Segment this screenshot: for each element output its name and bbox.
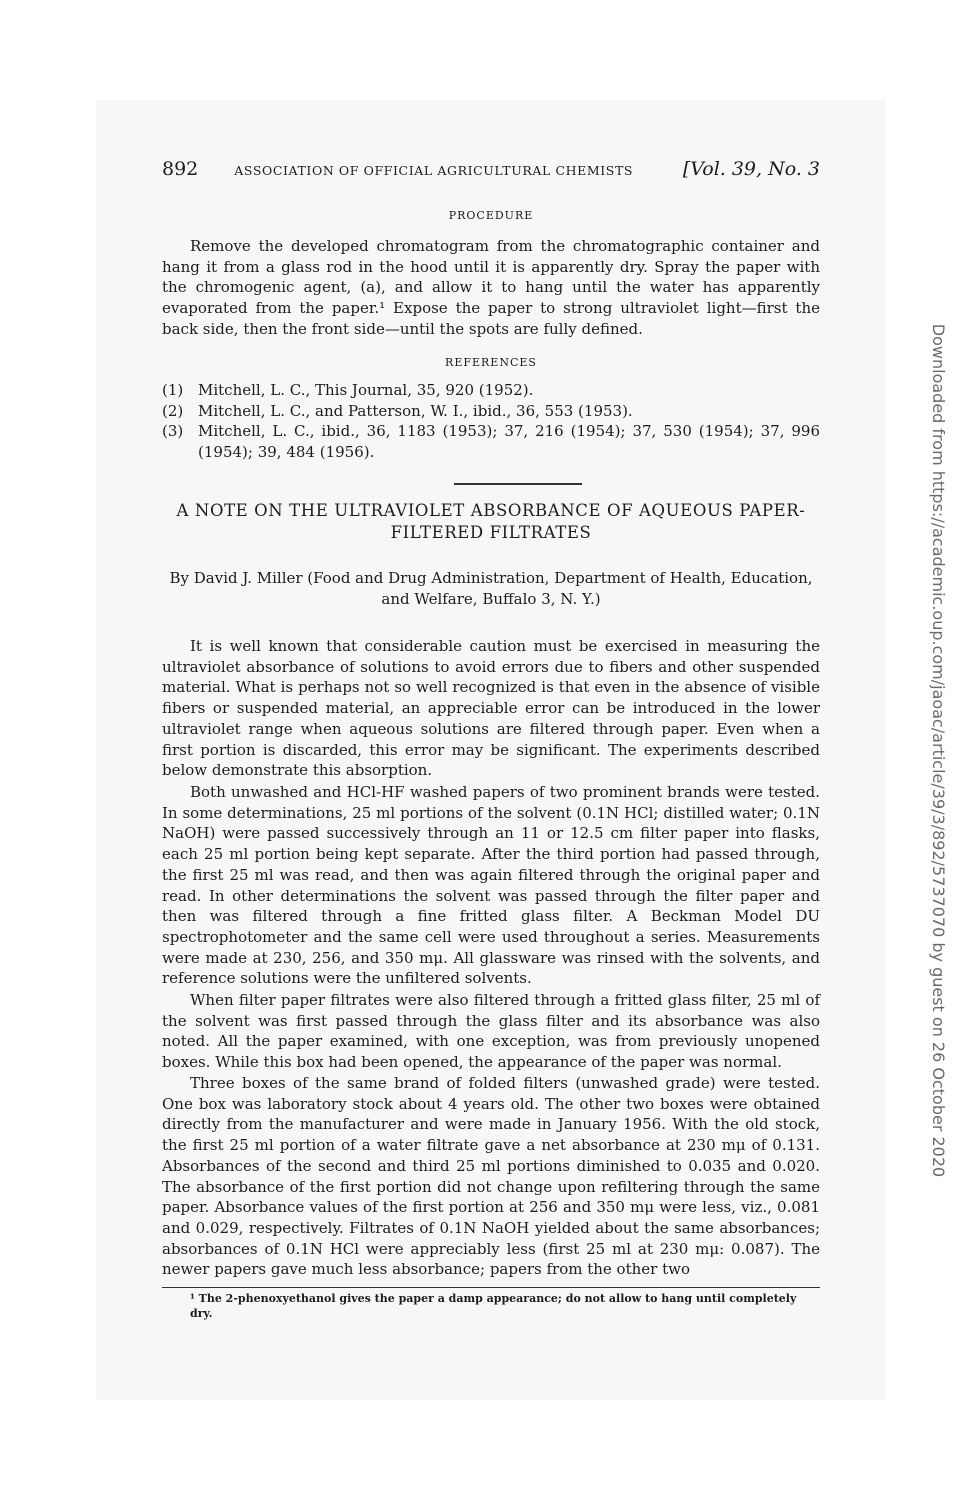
article-byline: By David J. Miller (Food and Drug Administration, Department of Health, Education, and Welfare, Buffalo 3, N. Y.) (169, 569, 813, 608)
reference-text: Mitchell, L. C., ibid., 36, 1183 (1953); 37, 216 (1954); 37, 530 (1954); 37, 996 (1954); 39, 484 (1956). (198, 422, 820, 462)
footnote-rule (162, 1287, 820, 1288)
reference-number: (3) (162, 422, 184, 441)
download-watermark (926, 323, 952, 1177)
page-number: 892 (162, 158, 199, 180)
body-paragraph-1: It is well known that considerable caution must be exercised in measuring the ultraviolet absorbance of solutions to avoid errors due to fibers and other suspended material. What is perhaps not so well recognized is that even in the absence of visible fibers or suspended material, an appreciable error can be introduced in the lower ultraviolet range when aqueous solutions are filtered through paper. Even when a first portion is discarded, this error may be significant. The experiments described below demonstrate this absorption. (162, 637, 820, 780)
body-paragraph-4: Three boxes of the same brand of folded filters (unwashed grade) were tested. One box was laboratory stock about 4 years old. The other two boxes were obtained directly from the manufacturer and were made in January 1956. With the old stock, the first 25 ml portion of a water filtrate gave a net absorbance at 230 mμ of 0.131. Absorbances of the second and third 25 ml portions diminished to 0.035 and 0.020. The absorbance of the first portion did not change upon refiltering through the same paper. Absorbance values of the first portion at 256 and 350 mμ were less, viz., 0.081 and 0.029, respectively. Filtrates of 0.1N NaOH yielded about the same absorbances; absorbances of 0.1N HCl were appreciably less (first 25 ml at 230 mμ: 0.087). The newer papers gave much less absorbance; papers from the other two (162, 1074, 820, 1279)
body-paragraph-2: Both unwashed and HCl-HF washed papers of two prominent brands were tested. In some determinations, 25 ml portions of the solvent (0.1N HCl; distilled water; 0.1N NaOH) were passed successively through an 11 or 12.5 cm filter paper into flasks, each 25 ml portion being kept separate. After the third portion had passed through, the first 25 ml was read, and then was again filtered through the original paper and read. In other determinations the solvent was passed through the filter paper and then was filtered through a fine fritted glass filter. A Beckman Model DU spectrophotometer and the same cell were used throughout a series. Measurements were made at 230, 256, and 350 mμ. All glassware was rinsed with the solvents, and reference solutions were the unfiltered solvents. (162, 783, 820, 988)
page-header (162, 158, 820, 184)
reference-text: Mitchell, L. C., This Journal, 35, 920 (1952). (198, 381, 534, 399)
volume-issue: [Vol. 39, No. 3 (682, 158, 820, 180)
reference-text: Mitchell, L. C., and Patterson, W. I., ibid., 36, 553 (1953). (198, 401, 633, 420)
reference-item (162, 401, 820, 422)
running-head: ASSOCIATION OF OFFICIAL AGRICULTURAL CHEMISTS (234, 163, 634, 178)
article-title: A NOTE ON THE ULTRAVIOLET ABSORBANCE OF AQUEOUS PAPER-FILTERED FILTRATES (176, 501, 806, 542)
reference-item (162, 380, 820, 401)
section-divider (454, 483, 582, 485)
body-paragraph-3: When filter paper filtrates were also filtered through a fritted glass filter, 25 ml of the solvent was first passed through the glass filter and its absorbance was also noted. All the paper examined, with one exception, was from previously unopened boxes. While this box had been opened, the appearance of the paper was normal. (162, 991, 820, 1072)
references-heading: REFERENCES (445, 356, 537, 369)
procedure-paragraph: Remove the developed chromatogram from the chromatographic container and hang it from a glass rod in the hood until it is apparently dry. Spray the paper with the chromogenic agent, (a), and allow it to hang until the water has apparently evaporated from the paper.¹ Expose the paper to strong ultraviolet light—first the back side, then the front side—until the spots are fully defined. (162, 237, 820, 338)
references-list (162, 380, 820, 463)
reference-item (162, 421, 820, 462)
watermark-text: Downloaded from https://academic.oup.com/jaoac/article/39/3/892/5737070 by guest on 26 October 2020 (929, 323, 949, 1177)
footnote: ¹ The 2-phenoxyethanol gives the paper a damp appearance; do not allow to hang until completely dry. (190, 1292, 797, 1320)
reference-number: (1) (162, 381, 184, 399)
procedure-heading: PROCEDURE (448, 209, 534, 222)
reference-number: (2) (162, 401, 184, 420)
